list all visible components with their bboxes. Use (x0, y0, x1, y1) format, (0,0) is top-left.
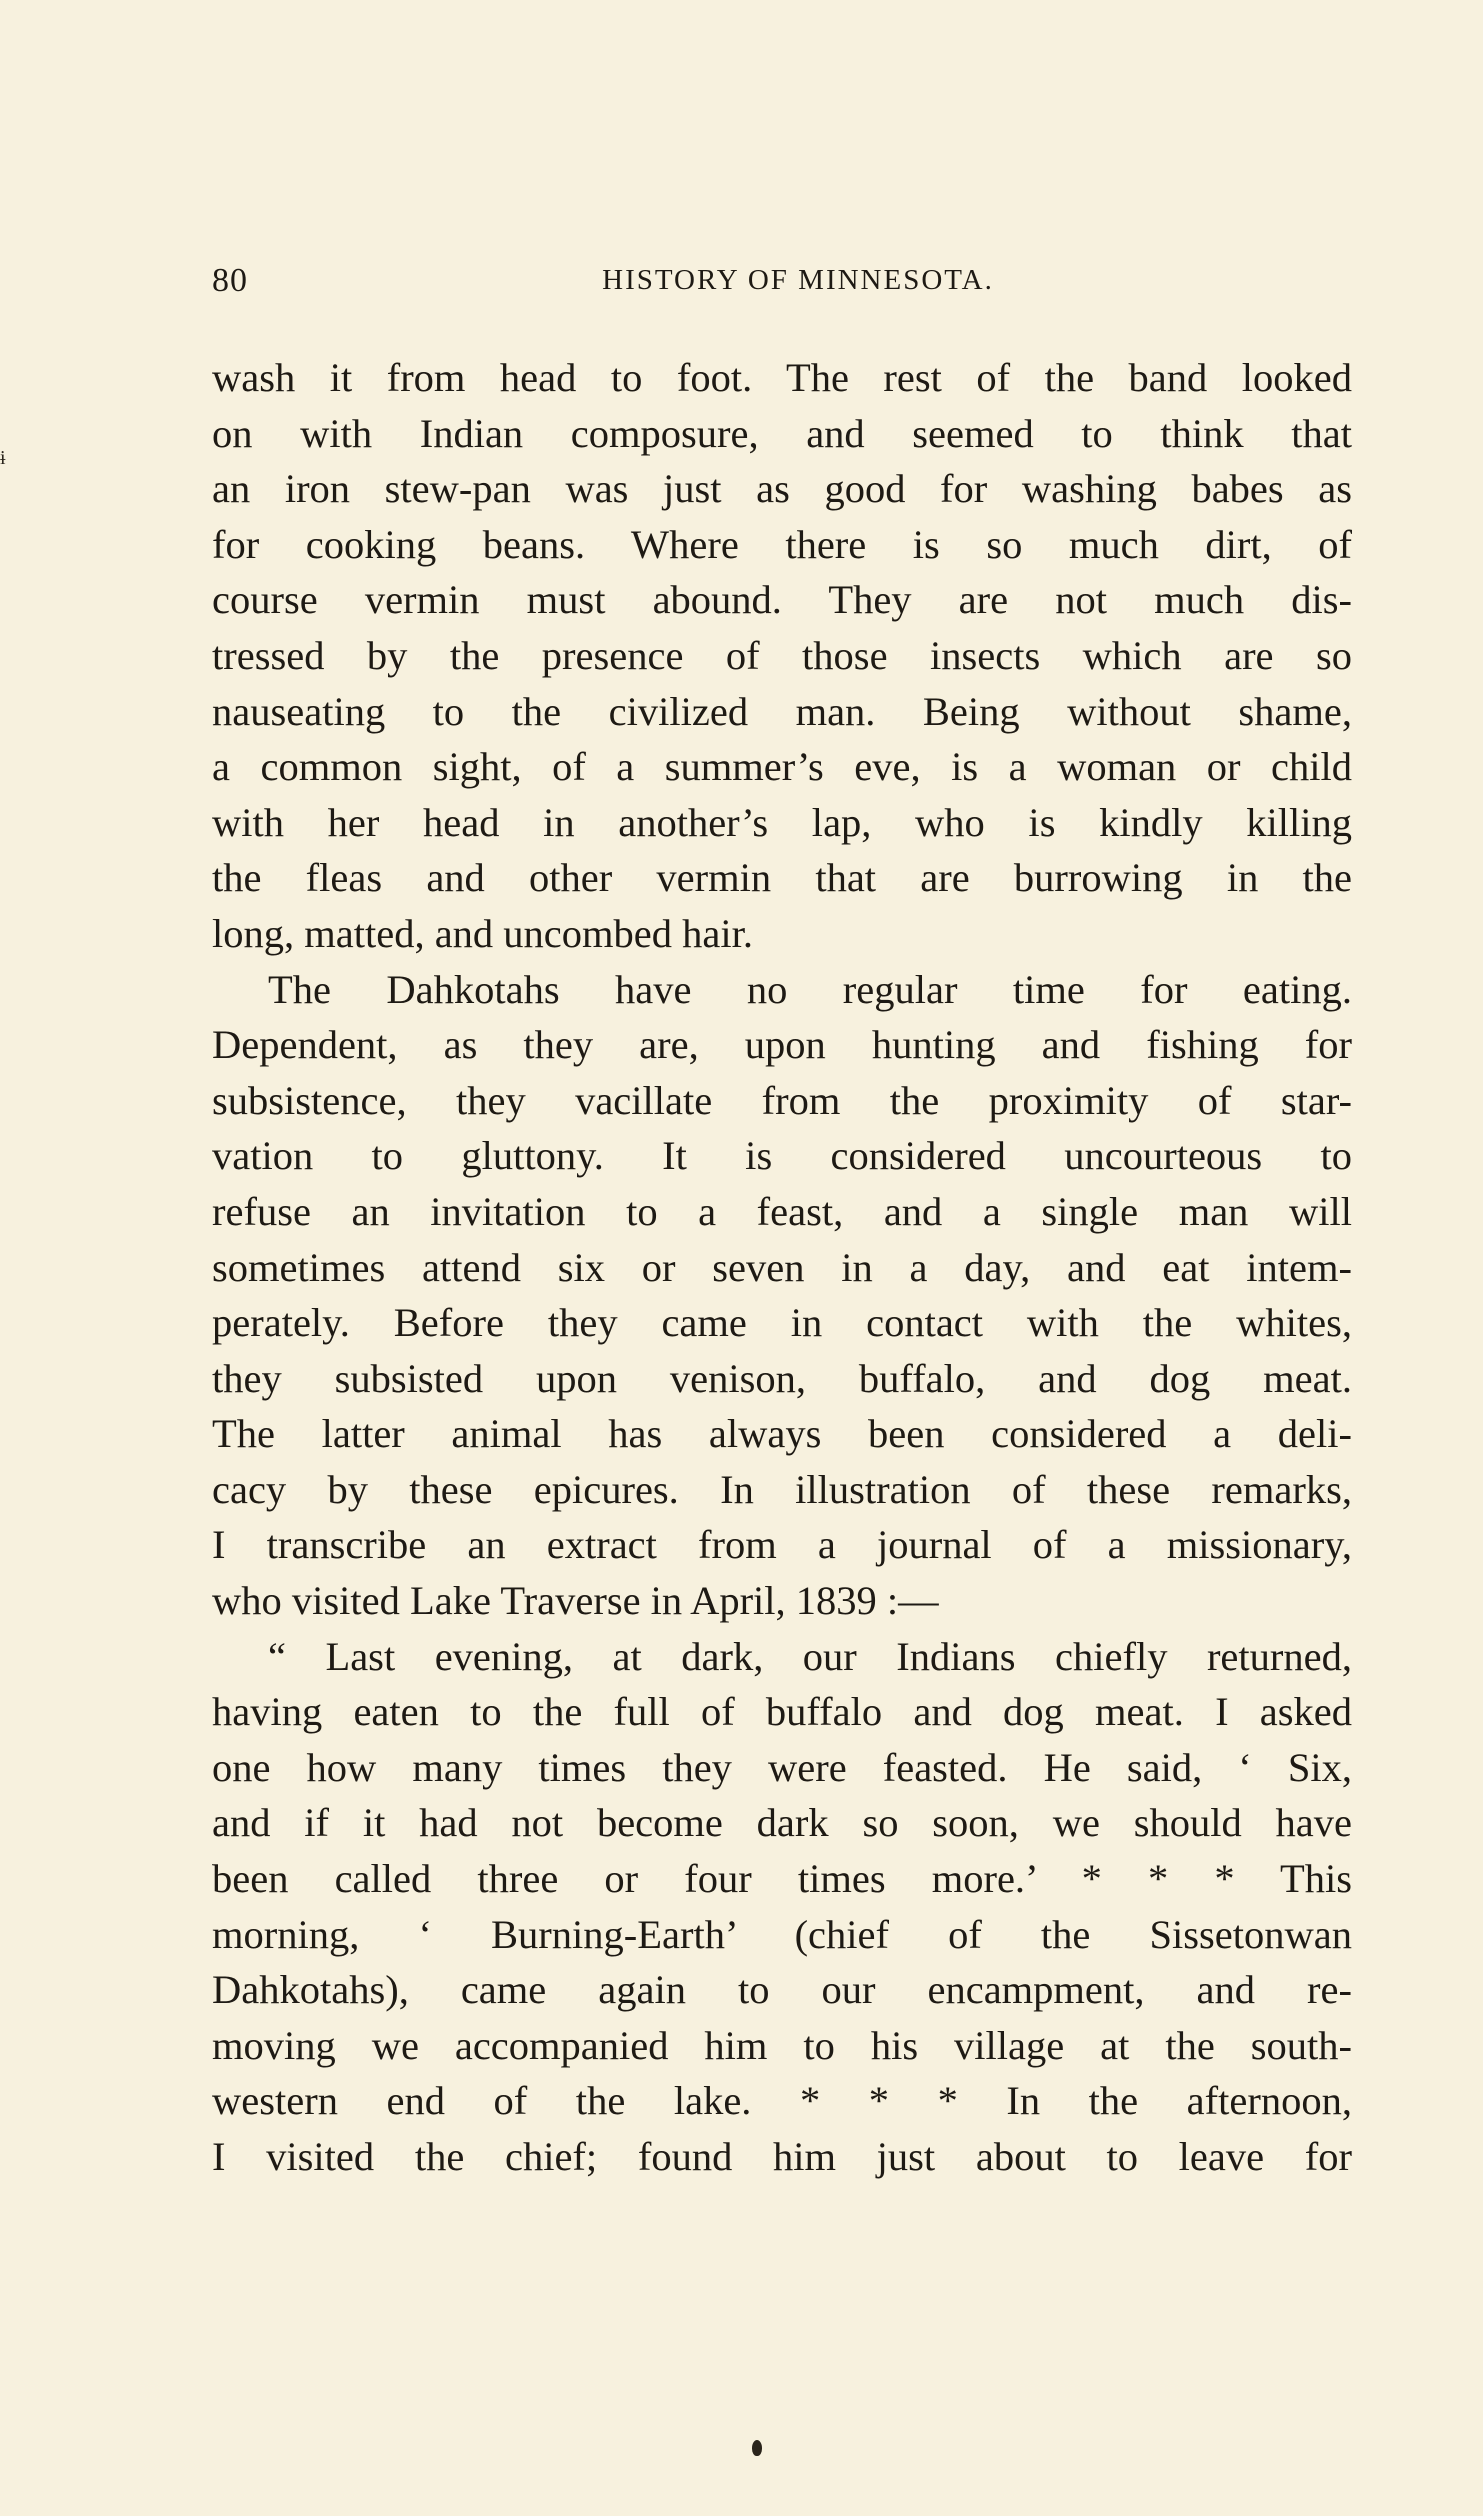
text-line: a common sight, of a summer’s eve, is a woman or child (212, 744, 1352, 790)
ink-mark (752, 2440, 762, 2456)
text-line: and if it had not become dark so soon, we should have (212, 1800, 1352, 1846)
text-line: the fleas and other vermin that are burrowing in the (212, 855, 1352, 901)
text-line: nauseating to the civilized man. Being without shame, (212, 688, 1352, 734)
body-text (212, 350, 1352, 2185)
text-line: with her head in another’s lap, who is kindly killing (212, 799, 1352, 845)
text-line: vation to gluttony. It is considered uncourteous to (212, 1133, 1352, 1179)
text-line: cacy by these epicures. In illustration of these remarks, (212, 1466, 1352, 1512)
text-line: I transcribe an extract from a journal of a missionary, (212, 1522, 1352, 1568)
text-line: subsistence, they vacillate from the proximity of star- (212, 1077, 1352, 1123)
paragraph-start-line: The Dahkotahs have no regular time for eating. (268, 966, 1352, 1012)
text-line: been called three or four times more.’ * * * This (212, 1856, 1352, 1902)
running-head: HISTORY OF MINNESOTA. (602, 264, 994, 296)
text-line: one how many times they were feasted. He said, ‘ Six, (212, 1744, 1352, 1790)
text-line: sometimes attend six or seven in a day, and eat intem- (212, 1244, 1352, 1290)
text-line: moving we accompanied him to his village at the south- (212, 2022, 1352, 2068)
page-header (212, 262, 1364, 312)
text-line: refuse an invitation to a feast, and a single man will (212, 1188, 1352, 1234)
text-line: western end of the lake. * * * In the afternoon, (212, 2078, 1352, 2124)
text-line: long, matted, and uncombed hair. (212, 910, 753, 956)
text-line: tressed by the presence of those insects which are so (212, 632, 1352, 678)
text-line: wash it from head to foot. The rest of the band looked (212, 355, 1352, 400)
text-line: perately. Before they came in contact with the whites, (212, 1300, 1352, 1346)
text-line: Dahkotahs), came again to our encampment, and re- (212, 1967, 1352, 2013)
text-line: having eaten to the full of buffalo and dog meat. I asked (212, 1689, 1352, 1735)
text-line: on with Indian composure, and seemed to think that (212, 410, 1352, 456)
page-number: 80 (212, 262, 248, 299)
margin-mark: ɨ (0, 447, 6, 469)
text-line: an iron stew-pan was just as good for washing babes as (212, 466, 1352, 512)
text-line: The latter animal has always been considered a deli- (212, 1411, 1352, 1457)
text-line: I visited the chief; found him just about to leave for (212, 2134, 1352, 2179)
text-line: who visited Lake Traverse in April, 1839 :— (212, 1578, 939, 1624)
text-line: course vermin must abound. They are not much dis- (212, 577, 1352, 623)
text-line: they subsisted upon venison, buffalo, and dog meat. (212, 1355, 1352, 1401)
text-line: Dependent, as they are, upon hunting and fishing for (212, 1022, 1352, 1068)
text-line: morning, ‘ Burning-Earth’ (chief of the Sissetonwan (212, 1911, 1352, 1957)
quote-start-line: “ Last evening, at dark, our Indians chiefly returned, (268, 1633, 1352, 1679)
text-line: for cooking beans. Where there is so much dirt, of (212, 521, 1352, 567)
